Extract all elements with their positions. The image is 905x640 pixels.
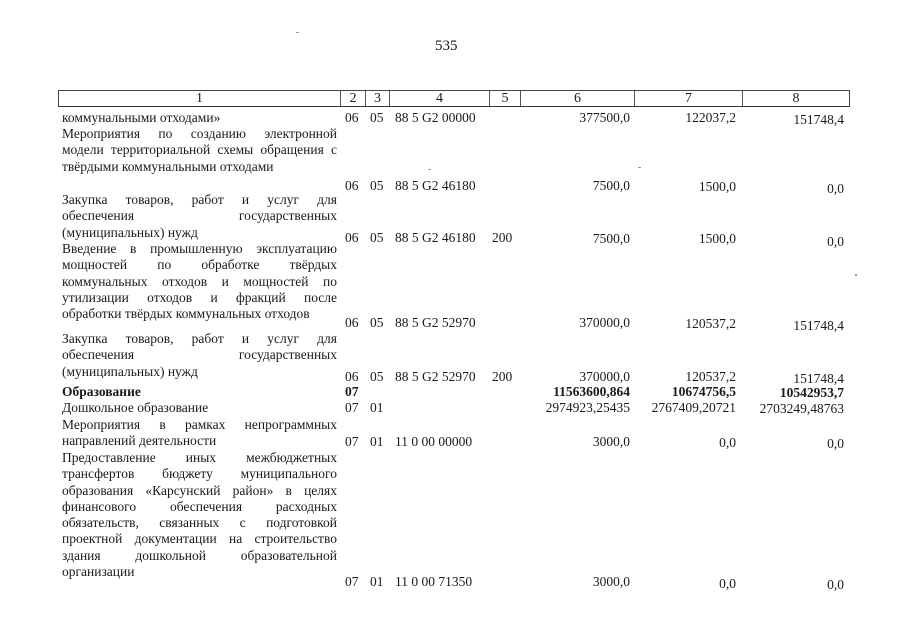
page-number: 535 [435,38,458,54]
row-amount-col8: 10542953,7 [779,385,844,400]
row-description: Мероприятия по созданию электронной модели территориальной схемы обращения с твёрдыми коммунальными отходами [62,126,337,174]
row-description: Предоставление иных межбюджетных трансфертов бюджету муниципального образования «Карсунский район» в целях финансового обеспечения расходных обязательств, связанных с подготовкой проектной документации на строительство здания дошкольной образовательной организации [62,450,337,580]
row-amount-col6: 3000,0 [592,434,630,449]
row-description: Дошкольное образование [62,400,209,415]
row-description: Образование [62,384,141,399]
row-target-code: 88 5 G2 46180 [395,230,476,245]
row-amount-col7: 1500,0 [698,179,736,194]
row-amount-col6: 377500,0 [579,110,630,125]
row-amount-col6: 7500,0 [592,178,630,193]
row-target-code: 88 5 G2 00000 [395,110,476,125]
row-subsection: 05 [370,178,384,193]
header-col-7: 7 [635,91,743,106]
row-amount-col6: 2974923,25435 [545,400,630,415]
row-section: 07 [345,574,359,589]
row-description: коммунальными отходами» [62,110,221,125]
row-section: 07 [345,434,359,449]
row-section: 06 [345,315,359,330]
row-amount-col8: 0,0 [827,181,844,196]
row-section: 07 [345,384,359,399]
row-description: Закупка товаров, работ и услуг для обеспечения государственных (муниципальных) нужд [62,192,337,240]
row-expense-type: 200 [492,230,513,245]
row-section: 06 [345,369,359,384]
row-section: 07 [345,400,359,415]
scan-artifact [296,32,299,33]
row-amount-col6: 11563600,864 [553,384,630,399]
row-amount-col7: 1500,0 [698,231,736,246]
row-target-code: 11 0 00 00000 [395,434,473,449]
header-col-1: 1 [59,91,341,106]
row-section: 06 [345,230,359,245]
row-amount-col7: 0,0 [719,576,736,591]
scan-artifact [638,167,641,168]
table-header [58,90,850,107]
row-amount-col8: 2703249,48763 [759,401,844,416]
header-col-3: 3 [366,91,390,106]
row-expense-type: 200 [492,369,513,384]
row-subsection: 01 [370,434,384,449]
row-amount-col8: 151748,4 [793,112,844,127]
row-amount-col6: 3000,0 [592,574,630,589]
row-amount-col7: 122037,2 [685,110,736,125]
header-col-6: 6 [521,91,635,106]
header-col-2: 2 [341,91,366,106]
row-amount-col7: 120537,2 [685,369,736,384]
header-col-4: 4 [390,91,490,106]
row-amount-col7: 0,0 [719,435,736,450]
row-amount-col8: 0,0 [827,234,844,249]
row-amount-col8: 151748,4 [793,318,844,333]
row-amount-col6: 370000,0 [579,369,630,384]
row-amount-col8: 0,0 [827,577,844,592]
row-amount-col7: 120537,2 [685,316,736,331]
scan-artifact [428,169,431,170]
row-amount-col6: 370000,0 [579,315,630,330]
row-amount-col6: 7500,0 [592,231,630,246]
header-col-5: 5 [490,91,521,106]
row-description: Закупка товаров, работ и услуг для обеспечения государственных (муниципальных) нужд [62,331,337,379]
row-target-code: 88 5 G2 52970 [395,315,476,330]
row-subsection: 05 [370,230,384,245]
header-col-8: 8 [792,91,800,106]
row-subsection: 05 [370,315,384,330]
row-target-code: 88 5 G2 52970 [395,369,476,384]
row-subsection: 05 [370,110,384,125]
row-amount-col7: 2767409,20721 [651,400,736,415]
row-section: 06 [345,110,359,125]
row-subsection: 01 [370,400,384,415]
row-subsection: 05 [370,369,384,384]
row-section: 06 [345,178,359,193]
row-description: Мероприятия в рамках непрограммных направлений деятельности [62,417,337,449]
row-description: Введение в промышленную эксплуатацию мощностей по обработке твёрдых коммунальных отходов и мощностей по утилизации отходов и фракций после обработки твёрдых коммунальных отходов [62,241,337,322]
row-subsection: 01 [370,574,384,589]
row-target-code: 11 0 00 71350 [395,574,473,589]
row-amount-col7: 10674756,5 [671,384,736,399]
row-amount-col8: 0,0 [827,436,844,451]
row-target-code: 88 5 G2 46180 [395,178,476,193]
scan-artifact [855,274,857,276]
row-amount-col8: 151748,4 [793,371,844,386]
